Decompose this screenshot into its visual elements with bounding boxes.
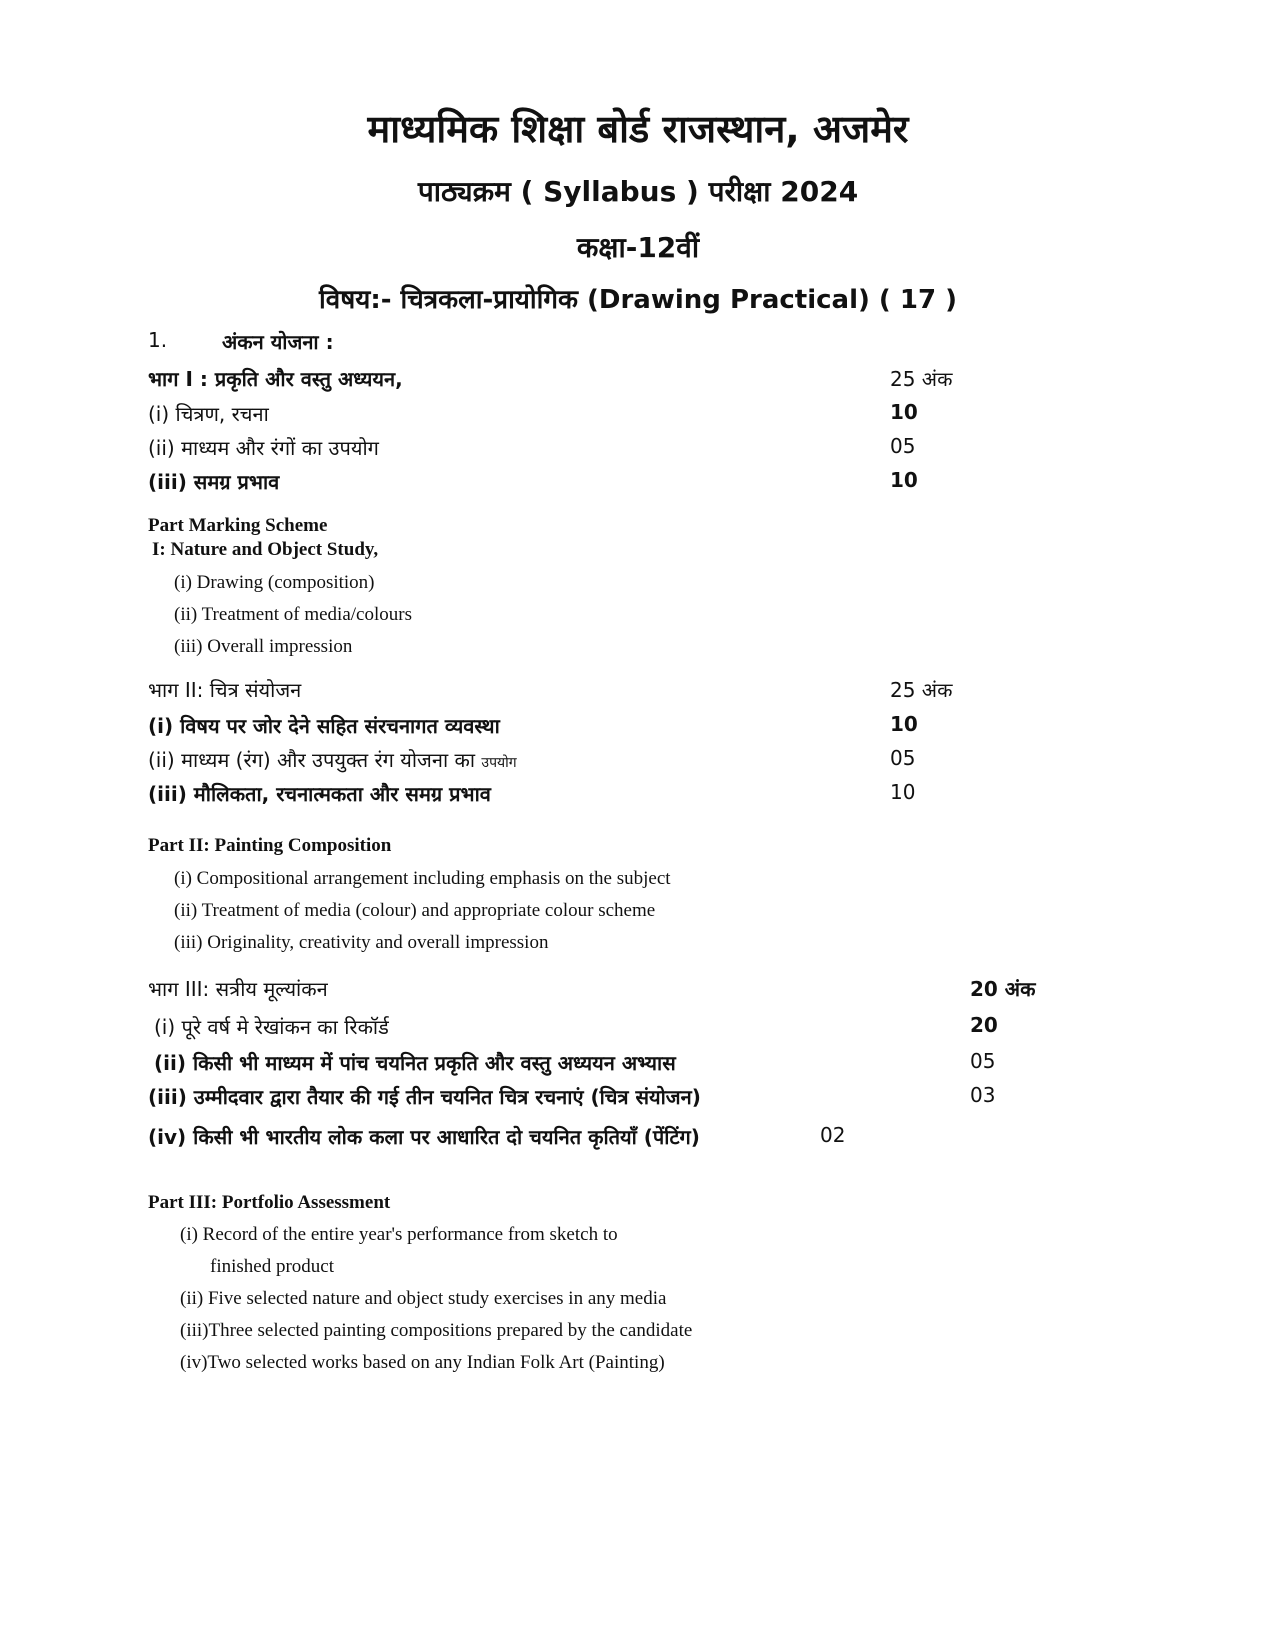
part1-en-item: (i) Drawing (composition) <box>174 572 375 593</box>
part3-hi-item: (ii) किसी भी माध्यम में पांच चयनित प्रकृति और वस्तु अध्ययन अभ्यास <box>154 1051 676 1075</box>
part3-hi-item: (i) पूरे वर्ष मे रेखांकन का रिकॉर्ड <box>154 1015 389 1039</box>
part1-hi-marks: 25 अंक <box>890 367 953 391</box>
part1-en-item: (ii) Treatment of media/colours <box>174 604 412 625</box>
part3-hi-item: (iv) किसी भी भारतीय लोक कला पर आधारित दो चयनित कृतियाँ (पेंटिंग) <box>148 1125 700 1149</box>
part1-en-item: (iii) Overall impression <box>174 636 353 657</box>
part3-en-item: (i) Record of the entire year's performance from sketch to <box>180 1224 618 1245</box>
part2-hi-heading: भाग II: चित्र संयोजन <box>148 678 302 702</box>
part2-hi-item-marks: 05 <box>890 746 916 770</box>
part3-hi-item-marks: 02 <box>820 1123 846 1147</box>
part1-en-subheading: I: Nature and Object Study, <box>152 539 379 560</box>
part2-en-item: (i) Compositional arrangement including emphasis on the subject <box>174 868 671 889</box>
part3-hi-heading: भाग III: सत्रीय मूल्यांकन <box>148 977 328 1001</box>
part3-en-item: finished product <box>210 1256 335 1277</box>
part3-en-item: (iii)Three selected painting compositions prepared by the candidate <box>180 1320 693 1341</box>
part1-hi-item: (i) चित्रण, रचना <box>148 402 269 426</box>
part2-hi-item-marks: 10 <box>890 712 918 736</box>
board-title: माध्यमिक शिक्षा बोर्ड राजस्थान, अजमेर <box>367 107 909 151</box>
part1-hi-item-marks: 10 <box>890 468 918 492</box>
part3-en-heading: Part III: Portfolio Assessment <box>148 1192 391 1213</box>
part1-hi-item-marks: 10 <box>890 400 918 424</box>
part2-hi-item: (i) विषय पर जोर देने सहित संरचनागत व्यवस्था <box>148 714 500 738</box>
part3-hi-item-marks: 03 <box>970 1083 996 1107</box>
part3-hi-item: (iii) उम्मीदवार द्वारा तैयार की गई तीन चयनित चित्र रचनाएं (चित्र संयोजन) <box>148 1085 701 1109</box>
part1-hi-heading: भाग I : प्रकृति और वस्तु अध्ययन, <box>148 367 403 391</box>
part2-hi-item: (iii) मौलिकता, रचनात्मकता और समग्र प्रभाव <box>148 782 491 806</box>
syllabus-title: पाठ्यक्रम ( Syllabus ) परीक्षा 2024 <box>417 175 859 208</box>
part2-en-item: (iii) Originality, creativity and overall impression <box>174 932 549 953</box>
part1-hi-item: (ii) माध्यम और रंगों का उपयोग <box>148 436 379 460</box>
part3-en-item: (ii) Five selected nature and object study exercises in any media <box>180 1288 667 1309</box>
part2-hi-item-marks: 10 <box>890 780 916 804</box>
part2-hi-item-text: (ii) माध्यम (रंग) और उपयुक्त रंग योजना का <box>148 748 476 772</box>
part3-hi-marks: 20 अंक <box>970 977 1036 1001</box>
part3-en-item: (iv)Two selected works based on any Indian Folk Art (Painting) <box>180 1352 665 1373</box>
part1-en-heading: Part Marking Scheme <box>148 515 328 536</box>
part2-en-heading: Part II: Painting Composition <box>148 835 392 856</box>
section-number: 1. <box>148 328 168 352</box>
part2-hi-item-small: उपयोग <box>481 755 517 771</box>
part1-hi-item-marks: 05 <box>890 434 916 458</box>
part2-hi-item <box>148 746 517 773</box>
part3-hi-item-marks: 20 <box>970 1013 998 1037</box>
part2-en-item: (ii) Treatment of media (colour) and appropriate colour scheme <box>174 900 656 921</box>
class-title: कक्षा-12वीं <box>576 231 700 264</box>
section-title: अंकन योजना : <box>222 330 334 354</box>
part2-hi-marks: 25 अंक <box>890 678 953 702</box>
part1-hi-item: (iii) समग्र प्रभाव <box>148 470 280 494</box>
subject-title: विषय:- चित्रकला-प्रायोगिक (Drawing Practical) ( 17 ) <box>319 285 957 315</box>
part3-hi-item-marks: 05 <box>970 1049 996 1073</box>
